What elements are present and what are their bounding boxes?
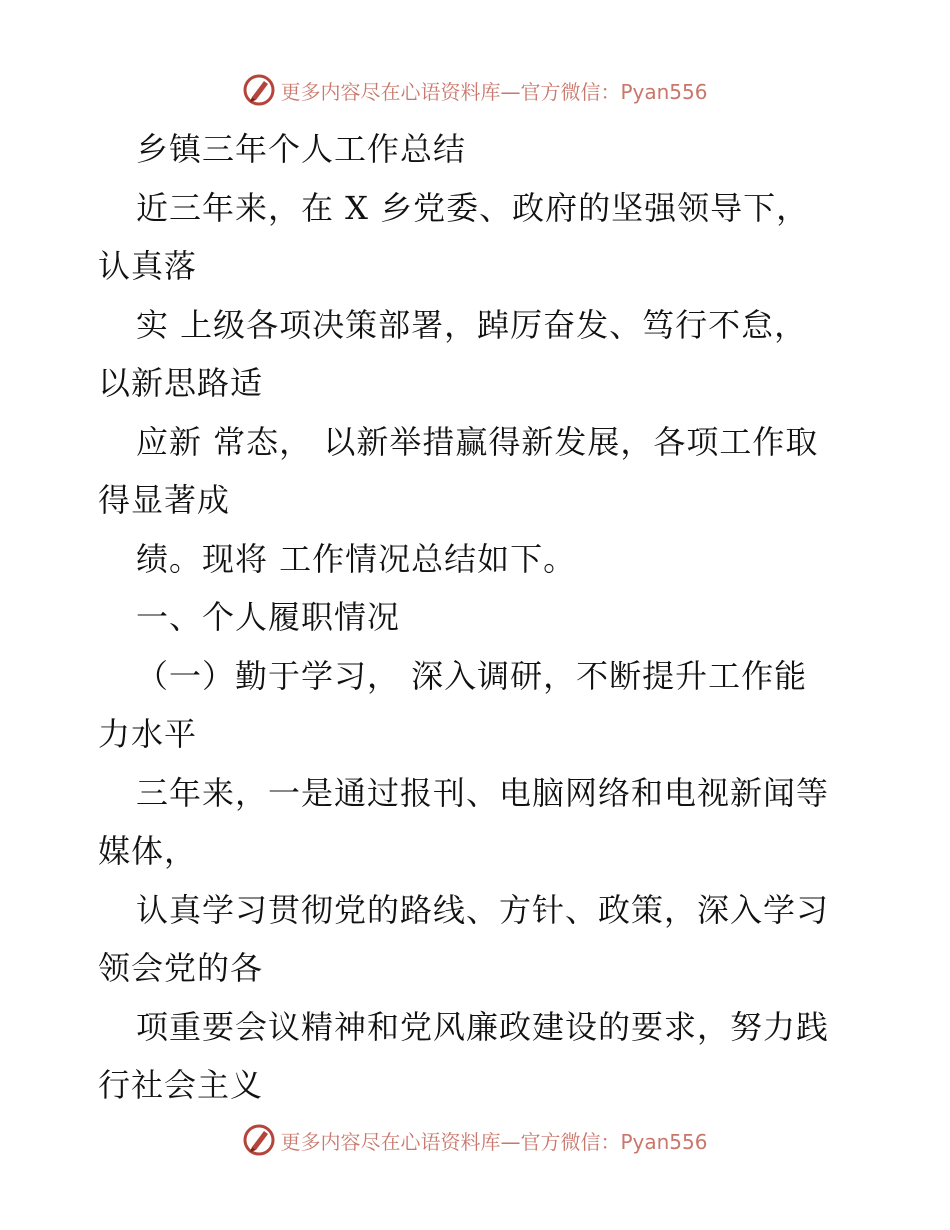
text-line: 近三年来，在 X 乡党委、政府的坚强领导下， (136, 188, 810, 227)
text-line: 一、个人履职情况 (136, 598, 401, 636)
text-line: 认真学习贯彻党的路线、方针、政策，深入学习 (136, 890, 830, 929)
text-line: 以新思路适 (98, 364, 264, 402)
text-line: 乡镇三年个人工作总结 (136, 130, 467, 168)
footer-watermark-banner (0, 1120, 950, 1160)
pen-logo-icon (242, 1123, 276, 1157)
text-line: 绩。现将 工作情况总结如下。 (136, 539, 577, 578)
text-line: 三年来，一是通过报刊、电脑网络和电视新闻等 (136, 773, 830, 812)
text-line: 力水平 (98, 715, 198, 753)
text-line: 领会党的各 (98, 949, 264, 987)
pen-logo-icon (242, 73, 276, 107)
watermark-text: 更多内容尽在心语资料库—官方微信：Pyan556 (280, 1129, 708, 1154)
text-line: 得显著成 (98, 481, 231, 519)
text-line: 实 上级各项决策部署，踔厉奋发、笃行不怠， (136, 305, 808, 344)
text-line: 媒体， (98, 832, 198, 870)
text-line: 行社会主义 (98, 1066, 264, 1104)
text-line: 应新 常态， 以新举措赢得新发展，各项工作取 (136, 422, 819, 461)
header-watermark-banner (0, 70, 950, 110)
text-line: 项重要会议精神和党风廉政建设的要求，努力践 (136, 1007, 830, 1046)
watermark-text: 更多内容尽在心语资料库—官方微信：Pyan556 (280, 79, 708, 104)
document-body (98, 120, 868, 1115)
text-line: （一）勤于学习， 深入调研，不断提升工作能 (136, 656, 808, 695)
text-line: 认真落 (98, 247, 198, 285)
